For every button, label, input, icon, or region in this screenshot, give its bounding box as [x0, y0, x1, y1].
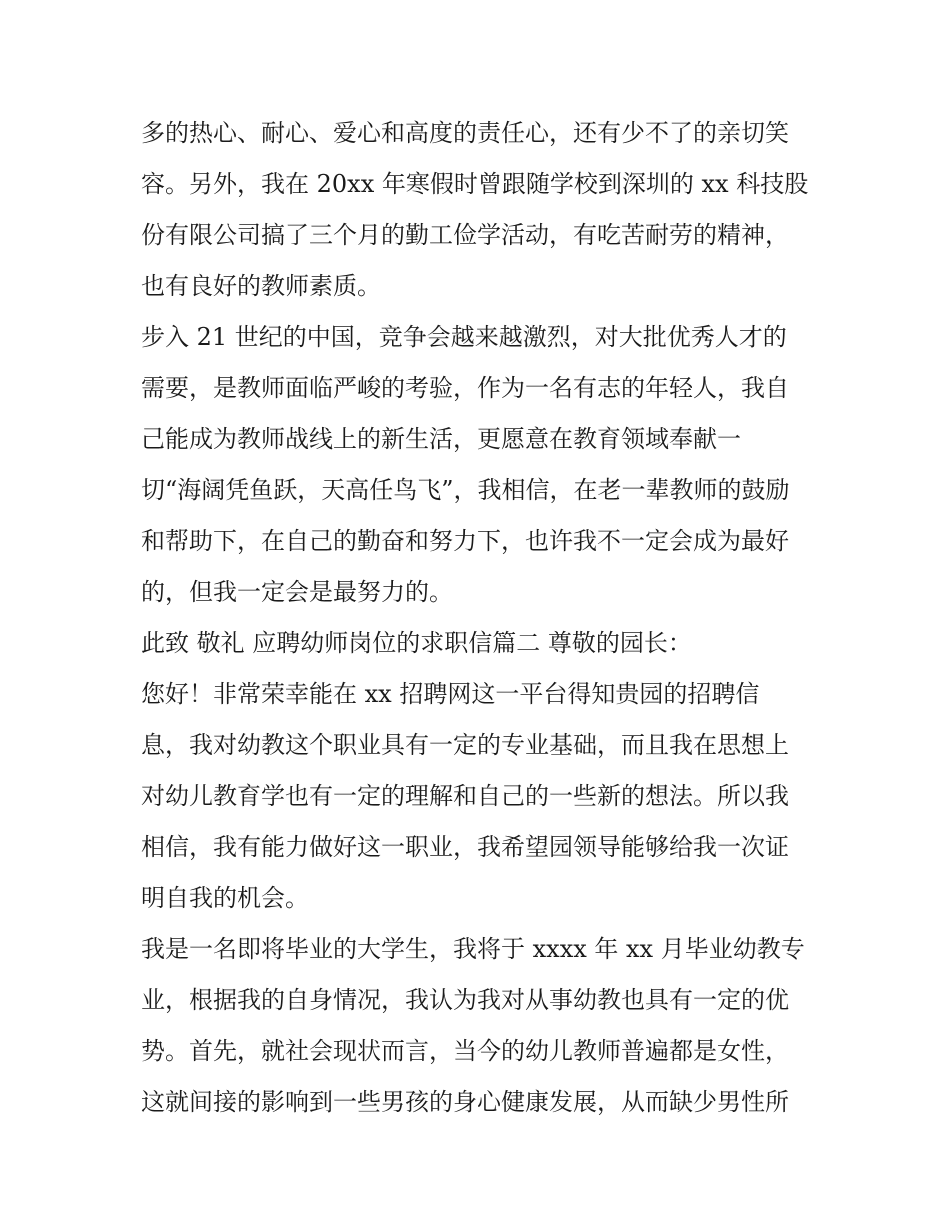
text-line: 此致 敬礼 应聘幼师岗位的求职信篇二 尊敬的园长： [141, 629, 692, 657]
text-line: 对幼儿教育学也有一定的理解和自己的一些新的想法。所以我 [141, 782, 789, 810]
text-line: 需要，是教师面临严峻的考验，作为一名有志的年轻人，我自 [141, 374, 789, 402]
text-line: 己能成为教师战线上的新生活，更愿意在教育领域奉献一 [141, 425, 741, 453]
text-line: 步入 21 世纪的中国，竞争会越来越激烈，对大批优秀人才的 [141, 323, 787, 351]
text-line: 切“海阔凭鱼跃，天高任鸟飞”，我相信，在老一辈教师的鼓励 [141, 476, 790, 504]
text-line: 息，我对幼教这个职业具有一定的专业基础，而且我在思想上 [141, 731, 789, 759]
text-line: 容。另外，我在 20xx 年寒假时曾跟随学校到深圳的 xx 科技股 [141, 170, 809, 198]
text-line: 您好！非常荣幸能在 xx 招聘网这一平台得知贵园的招聘信 [141, 680, 760, 708]
text-line: 份有限公司搞了三个月的勤工俭学活动，有吃苦耐劳的精神， [141, 221, 789, 249]
document-body [141, 108, 821, 1128]
text-line: 也有良好的教师素质。 [141, 272, 381, 300]
text-line: 这就间接的影响到一些男孩的身心健康发展，从而缺少男性所 [141, 1088, 789, 1116]
text-line: 多的热心、耐心、爱心和高度的责任心，还有少不了的亲切笑 [141, 119, 789, 147]
text-line: 势。首先，就社会现状而言，当今的幼儿教师普遍都是女性， [141, 1037, 789, 1065]
text-line: 相信，我有能力做好这一职业，我希望园领导能够给我一次证 [141, 833, 789, 861]
text-line: 业，根据我的自身情况，我认为我对从事幼教也具有一定的优 [141, 986, 789, 1014]
text-line: 的，但我一定会是最努力的。 [141, 578, 453, 606]
text-line: 和帮助下，在自己的勤奋和努力下，也许我不一定会成为最好 [141, 527, 789, 555]
text-line: 我是一名即将毕业的大学生，我将于 xxxx 年 xx 月毕业幼教专 [141, 935, 805, 963]
text-line: 明自我的机会。 [141, 884, 309, 912]
